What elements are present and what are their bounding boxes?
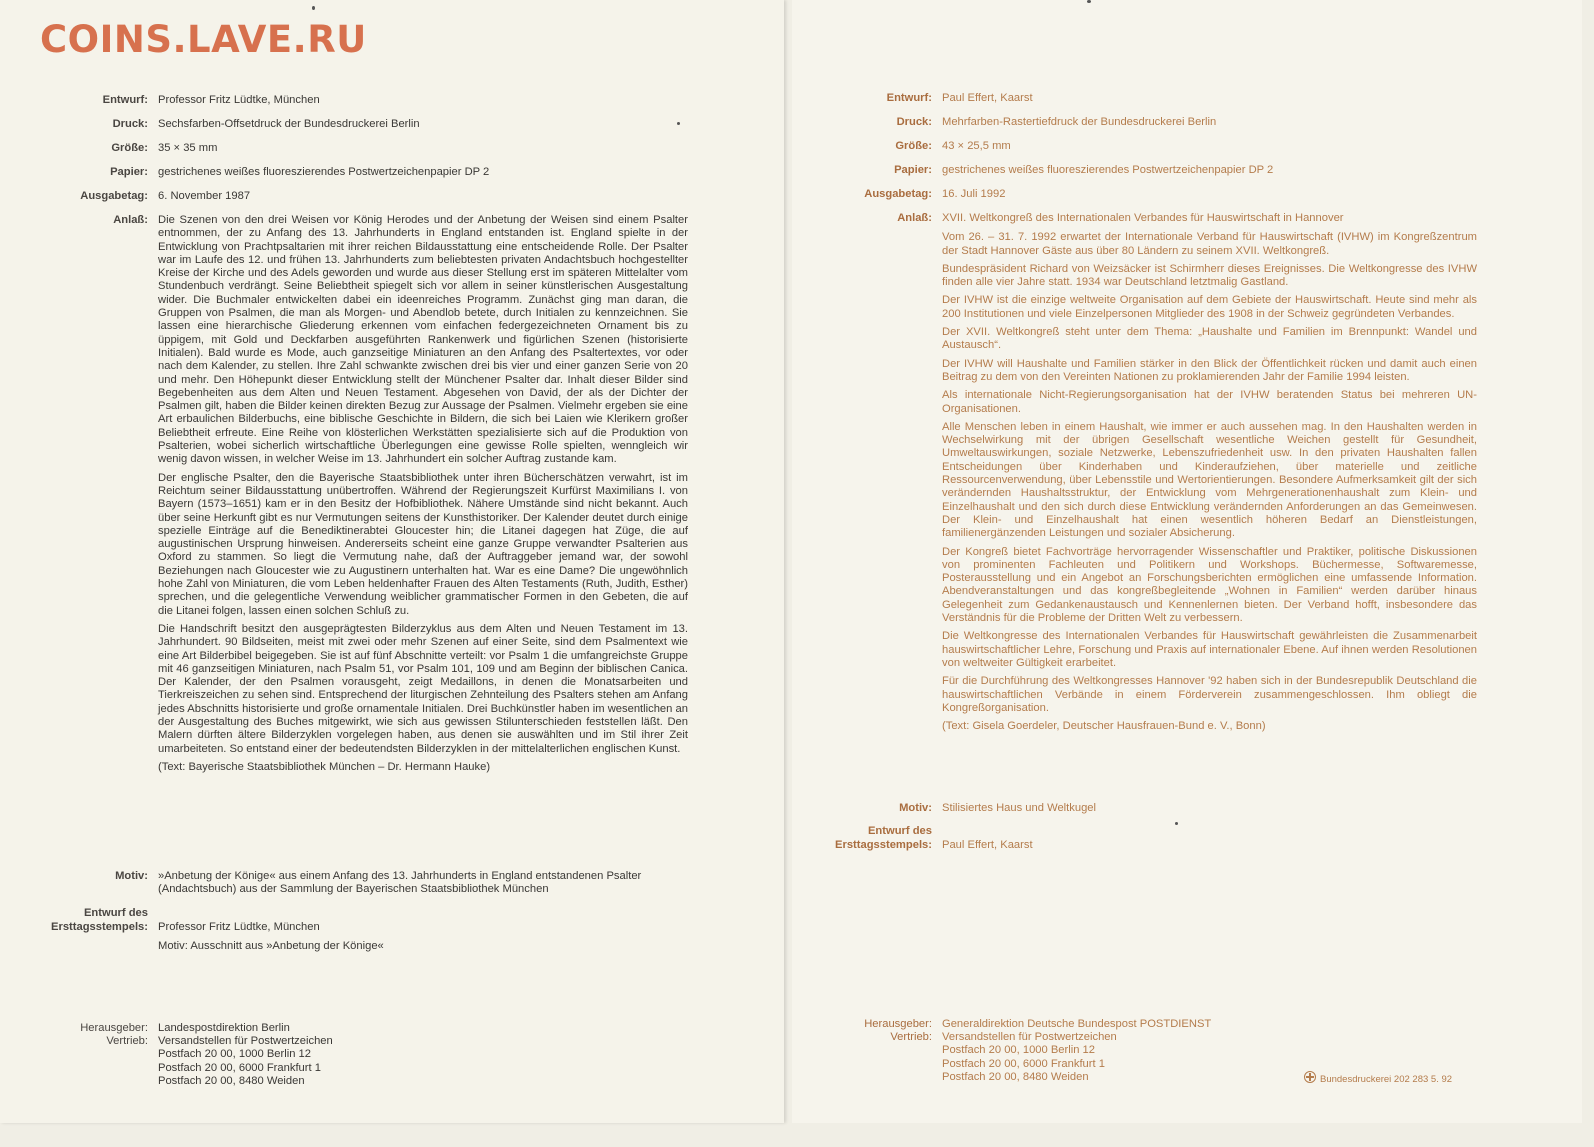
scan-speck bbox=[677, 122, 680, 125]
left-anlass-credit: (Text: Bayerische Staatsbibliothek München – Dr. Hermann Hauke) bbox=[158, 760, 491, 773]
right-herausgeber-value: Generaldirektion Deutsche Bundespost POSTDIENST bbox=[942, 1018, 1212, 1030]
right-motiv-value: Stilisiertes Haus und Weltkugel bbox=[942, 802, 1097, 814]
right-druck-label: Druck: bbox=[896, 116, 932, 128]
right-motiv-label: Motiv: bbox=[899, 802, 932, 814]
left-herausgeber-label: Herausgeber: bbox=[80, 1022, 148, 1034]
right-ersttag-label-1: Entwurf des bbox=[867, 825, 932, 837]
watermark: COINS.LAVE.RU bbox=[40, 18, 367, 61]
left-motiv-label: Motiv: bbox=[115, 870, 148, 882]
right-anlass-paragraph: Für die Durchführung des Weltkongresses Hannover '92 haben sich in der Bundesrepublik Deutschland die hauswirtschaftlichen Verbände in einem Förderverein zusammengeschlossen. Ihm obliegt die Kongreßorganisation. bbox=[942, 675, 1477, 714]
left-anlass-paragraph-2: Der englische Psalter, den die Bayerische Staatsbibliothek unter ihren Bücherschätzen verwahrt, ist im Reichtum seiner Bildausstattung unübertroffen. Während der Regierungszeit Kurfürst Maximilians I. von Bayern (1573–1651) kam er in den Besitz der Hofbibliothek. Nähere Umstände sind nicht bekannt. Auch über seine Herkunft gibt es nur Vermutungen seitens der Kunsthistoriker. Der Kalender deutet durch einige spezielle Einträge auf die Benediktinerabtei Gloucester hin; die Litanei dagegen hat Züge, die auf augustinischen Ursprung hinweisen. Andererseits scheint eine ganze Gruppe verwandter Psalterien aus Oxford zu stammen. So liegt die Vermutung nahe, daß der Auftraggeber jemand war, der sowohl Beziehungen nach Gloucester wie zu Augustinern unterhalten hat. War es eine Dame? Die ungewöhnlich hohe Zahl von Miniaturen, die vom Leben heldenhafter Frauen des Alten Testaments (Ruth, Judith, Esther) sprechen, und die gelegentliche Verwendung weiblicher grammatischer Formen in den Gebeten, die auf die Litanei folgen, lassen einen solchen Schluß zu. bbox=[158, 471, 688, 617]
right-anlass-credit: (Text: Gisela Goerdeler, Deutscher Hausfrauen-Bund e. V., Bonn) bbox=[942, 720, 1266, 733]
right-ausgabetag-label: Ausgabetag: bbox=[864, 188, 932, 200]
left-ausgabetag-label: Ausgabetag: bbox=[80, 190, 148, 202]
left-papier-label: Papier: bbox=[110, 166, 148, 178]
left-papier-value: gestrichenes weißes fluoreszierendes Postwertzeichenpapier DP 2 bbox=[158, 166, 490, 178]
left-groesse-value: 35 × 35 mm bbox=[158, 142, 218, 154]
right-vertrieb-line: Postfach 20 00, 8480 Weiden bbox=[942, 1070, 1089, 1083]
right-anlass-paragraph: Die Weltkongresse des Internationalen Verbandes für Hauswirtschaft gewährleisten die Zusammenarbeit hauswirtschaftlicher Lehre, Forschung und Praxis auf internationaler Ebene. Auf ihnen werden Resolutionen von weltweiter Gültigkeit erarbeitet. bbox=[942, 630, 1477, 669]
left-ersttag-motiv: Motiv: Ausschnitt aus »Anbetung der Könige« bbox=[158, 940, 384, 952]
right-papier-label: Papier: bbox=[894, 164, 932, 176]
right-druck-value: Mehrfarben-Rastertiefdruck der Bundesdruckerei Berlin bbox=[942, 116, 1217, 128]
left-druck-value: Sechsfarben-Offsetdruck der Bundesdruckerei Berlin bbox=[158, 118, 420, 130]
right-papier-value: gestrichenes weißes fluoreszierendes Postwertzeichenpapier DP 2 bbox=[942, 164, 1274, 176]
left-ausgabetag-value: 6. November 1987 bbox=[158, 190, 251, 202]
bundesdruckerei-logo-icon bbox=[1304, 1071, 1316, 1083]
left-entwurf-value: Professor Fritz Lüdtke, München bbox=[158, 94, 320, 106]
right-vertrieb-line: Postfach 20 00, 1000 Berlin 12 bbox=[942, 1044, 1096, 1057]
left-anlass-label: Anlaß: bbox=[113, 214, 148, 226]
right-groesse-value: 43 × 25,5 mm bbox=[942, 140, 1011, 152]
right-groesse-label: Größe: bbox=[895, 140, 932, 152]
left-vertrieb-line: Versandstellen für Postwertzeichen bbox=[158, 1035, 333, 1047]
scan-speck bbox=[1175, 822, 1178, 825]
left-entwurf-label: Entwurf: bbox=[102, 94, 148, 106]
left-ersttag-label-1: Entwurf des bbox=[83, 907, 148, 919]
scan-speck bbox=[1087, 0, 1091, 3]
right-entwurf-value: Paul Effert, Kaarst bbox=[942, 92, 1033, 104]
left-groesse-label: Größe: bbox=[111, 142, 148, 154]
left-herausgeber-value: Landespostdirektion Berlin bbox=[158, 1022, 290, 1034]
left-anlass-paragraph-1: Die Szenen von den drei Weisen vor König Herodes und der Anbetung der Weisen sind einem Psalter entnommen, der zu Anfang des 13. Jahrhunderts in England entstanden ist. England spielte in der Entwicklung von Prachtpsaltarien mit ihrer reichen Bildausstattung eine entscheidende Rolle. Der Psalter war im Laufe des 12. und frühen 13. Jahrhunderts zum beliebtesten privaten Andachtsbuch hochgestellter Kreise der Kirche und des Adels geworden und wurde aus dieser Stellung erst im späteren Mittelalter vom Stundenbuch verdrängt. Seine Beliebtheit spiegelt sich vor allem in seiner künstlerischen Ausgestaltung wider. Die Buchmaler entwickelten dabei ein ideenreiches Programm. Zunächst ging man daran, die Gruppen von Psalmen, die man als Morgen- und Abendlob betete, durch Initialen zu kennzeichnen. Sie lassen eine hierarchische Gliederung erkennen vom einfachen federgezeichneten Ornament bis zu üppigem, mit Gold und Deckfarben ausgeführten Rankenwerk und figürlichen Szenen (historisierte Initialen). Bald wurde es Mode, auch ganzseitige Miniaturen an den Anfang des Psaltertextes, vor oder nach dem Kalender, zu stellen. Ihre Zahl schwankte zwischen drei bis vier und einer ganzen Serie von 20 und mehr. Den Höhepunkt dieser Entwicklung stellt der Münchener Psalter dar. Inhalt dieser Bilder sind Begebenheiten aus dem Alten und Neuen Testament. Abgesehen von David, der als der Dichter der Psalmen gilt, haben die Bilder keinen direkten Bezug zur Aussage der Psalmen. Vielmehr ergeben sie eine Art erbaulichen Bilderbuchs, eine biblische Geschichte in Bildern, die sich bei Laien wie Klerikern großer Beliebtheit erfreute. Eine Reihe von klösterlichen Werkstätten spezialisierte sich auf die Produktion von Psalterien, wobei sicherlich wirtschaftliche Überlegungen eine gewisse Rolle spielten, wenngleich wir wenig davon wissen, in welcher Weise im 13. Jahrhundert ein solcher Auftrag zustande kam. bbox=[158, 214, 688, 466]
left-vertrieb-label: Vertrieb: bbox=[106, 1035, 148, 1047]
right-anlass-heading: XVII. Weltkongreß des Internationalen Verbandes für Hauswirtschaft in Hannover bbox=[942, 212, 1344, 224]
right-sheet bbox=[792, 0, 1582, 1123]
right-anlass-label: Anlaß: bbox=[897, 212, 932, 224]
left-anlass-paragraph-3: Die Handschrift besitzt den ausgeprägtesten Bilderzyklus aus dem Alten und Neuen Testament im 13. Jahrhundert. 90 Bildseiten, meist mit zwei oder mehr Szenen auf einer Seite, sind dem Psalmentext wie eine Art Bilderbibel beigegeben. Sie ist auf fünf Abschnitte verteilt: vor Psalm 1 die umfangreichste Gruppe mit 46 ganzseitigen Miniaturen, nach Psalm 51, vor Psalm 101, 109 und am Beginn der biblischen Canica. Der Kalender, der den Psalmen vorausgeht, zeigt Medaillons, in denen die Monatsarbeiten und Tierkreiszeichen zu sehen sind. Entsprechend der liturgischen Zehnteilung des Psalters stehen am Anfang jedes Abschnitts historisierte und große ornamentale Initialen. Drei Buchkünstler haben im wesentlichen an der Ausgestaltung des Buches mitgewirkt, wie sich aus gewissen Stilunterschieden feststellen läßt. Den Malern dürften ältere Bilderzyklen vorgelegen haben, aus denen sie auswählten und im Stil ihrer Zeit umarbeiteten. So entstand einer der bedeutendsten Bilderzyklen in der mittelalterlichen englischen Kunst. bbox=[158, 622, 688, 755]
right-anlass-paragraph: Als internationale Nicht-Regierungsorganisation hat der IVHW beratenden Status bei mehreren UN-Organisationen. bbox=[942, 389, 1477, 415]
right-anlass-paragraph: Vom 26. – 31. 7. 1992 erwartet der Internationale Verband für Hauswirtschaft (IVHW) im Kongreßzentrum der Stadt Hannover Gäste aus über 80 Ländern zu seinem XVII. Weltkongreß. bbox=[942, 231, 1477, 257]
scan-speck bbox=[312, 6, 315, 10]
right-anlass-paragraph: Alle Menschen leben in einem Haushalt, wie immer er auch aussehen mag. In den Haushalten werden in Wechselwirkung mit der übrigen Gesellschaft wesentliche Weichen gestellt für Gesundheit, Umweltauswirkungen, soziale Netzwerke, Lebenszufriedenheit usw. In den privaten Haushalten fallen Entscheidungen über Kinderhaben und Kinderaufziehen, über materielle und zeitliche Ressourcenverwendung, über Lebensstile und Wertorientierungen. Besondere Aufmerksamkeit gilt der sich verändernden Haushaltsstruktur, der Entwicklung vom Mehrgenerationenhaushalt zum Klein- und Einzelhaushalt und den sich durch diese Entwicklung verändernden Anforderungen an das Gemeinwesen. Der Klein- und Einzelhaushalt hat einen wesentlich höheren Bedarf an Dienstleistungen, familienergänzenden Leistungen und sozialer Absicherung. bbox=[942, 420, 1477, 540]
right-anlass-paragraph: Der XVII. Weltkongreß steht unter dem Thema: „Haushalte und Familien im Brennpunkt: Wandel und Austausch“. bbox=[942, 326, 1477, 352]
left-vertrieb-line: Postfach 20 00, 6000 Frankfurt 1 bbox=[158, 1061, 321, 1074]
right-vertrieb-label: Vertrieb: bbox=[890, 1031, 932, 1043]
left-vertrieb-line: Postfach 20 00, 8480 Weiden bbox=[158, 1074, 305, 1087]
left-motiv-value: »Anbetung der Könige« aus einem Anfang des 13. Jahrhunderts in England entstandenen Psalter (Andachtsbuch) aus der Sammlung der Bayerischen Staatsbibliothek München bbox=[158, 870, 642, 896]
right-ausgabetag-value: 16. Juli 1992 bbox=[942, 188, 1006, 200]
right-anlass-paragraph: Bundespräsident Richard von Weizsäcker ist Schirmherr dieses Ereignisses. Die Weltkongresse des IVHW finden alle vier Jahre statt. 1934 war Deutschland letztmalig Gastland. bbox=[942, 262, 1477, 289]
right-ersttag-label-2: Ersttagsstempels: bbox=[835, 839, 932, 851]
right-anlass-paragraph: Der Kongreß bietet Fachvorträge hervorragender Wissenschaftler und Praktiker, politische Diskussionen von prominenten Fachleuten und Politikern und Workshops. Büchermesse, Softwaremesse, Posterausstellung und ein Angebot an Forschungsberichten ermöglichen eine umfassende Information. Abendveranstaltungen und das kongreßbegleitende „Wohnen in Familien“ werden darüber hinaus Gelegenheit zum Gedankenaustausch und Kennenlernen bieten. Der Verband hofft, insbesondere das Verständnis für die Probleme der Dritten Welt zu verbessern. bbox=[942, 545, 1477, 625]
right-imprint bbox=[1304, 1071, 1452, 1086]
right-vertrieb-line: Versandstellen für Postwertzeichen bbox=[942, 1031, 1117, 1043]
right-herausgeber-label: Herausgeber: bbox=[864, 1018, 932, 1030]
right-anlass-paragraph: Der IVHW ist die einzige weltweite Organisation auf dem Gebiete der Hauswirtschaft. Heute sind mehr als 200 Institutionen und viele Einzelpersonen Mitglieder des 1908 in der Schweiz gegründeten Verbandes. bbox=[942, 294, 1477, 320]
left-sheet bbox=[0, 0, 784, 1123]
right-vertrieb-line: Postfach 20 00, 6000 Frankfurt 1 bbox=[942, 1057, 1105, 1070]
right-ersttag-value: Paul Effert, Kaarst bbox=[942, 839, 1033, 851]
left-druck-label: Druck: bbox=[112, 118, 148, 130]
right-imprint-text: Bundesdruckerei 202 283 5. 92 bbox=[1320, 1074, 1453, 1085]
right-anlass-paragraph: Der IVHW will Haushalte und Familien stärker in den Blick der Öffentlichkeit rücken und damit auch einen Beitrag zu dem von den Vereinten Nationen zu proklamierenden Jahr der Familie 1994 leisten. bbox=[942, 357, 1477, 383]
right-entwurf-label: Entwurf: bbox=[886, 92, 932, 104]
left-ersttag-value: Professor Fritz Lüdtke, München bbox=[158, 921, 320, 933]
left-vertrieb-line: Postfach 20 00, 1000 Berlin 12 bbox=[158, 1048, 312, 1061]
left-ersttag-label-2: Ersttagsstempels: bbox=[51, 921, 148, 933]
